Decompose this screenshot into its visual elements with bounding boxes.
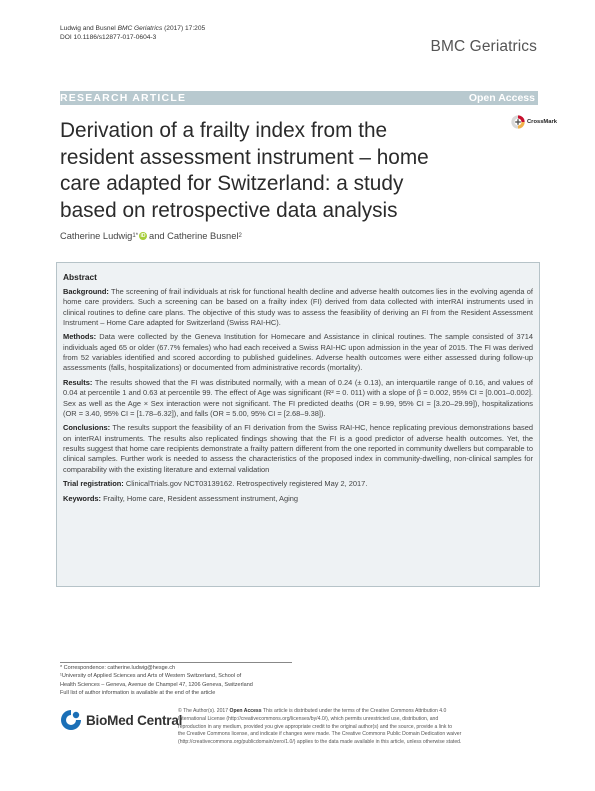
footnotes xyxy=(60,664,253,697)
abstract-heading: Abstract xyxy=(63,272,97,282)
orcid-icon[interactable]: iD xyxy=(140,233,146,239)
license-line[interactable]: International License (http://creativecommons.org/licenses/by/4.0/), which permits unrestricted use, distribution, and xyxy=(178,715,439,722)
correspondence-email[interactable]: * Correspondence: catherine.ludwig@hesge.ch xyxy=(60,665,176,671)
affiliation-line: ¹University of Applied Sciences and Arts of Western Switzerland, School of xyxy=(60,673,242,680)
crossmark-badge[interactable] xyxy=(511,115,557,129)
license-line: reproduction in any medium, provided you give appropriate credit to the original author(s) and the source, provide a link to xyxy=(178,723,453,730)
footnote-divider xyxy=(60,662,292,663)
crossmark-icon xyxy=(511,115,525,129)
publisher-logo[interactable] xyxy=(60,709,182,731)
license-line: © The Author(s). 2017 Open Access This article is distributed under the terms of the Creative Commons Attribution 4.0 xyxy=(178,708,447,714)
author-info-note: Full list of author information is available at the end of the article xyxy=(60,689,216,696)
title-line: care adapted for Switzerland: a study xyxy=(60,172,404,196)
author-list xyxy=(60,231,242,241)
citation-line: Ludwig and Busnel BMC Geriatrics (2017) 17:205 xyxy=(60,25,206,32)
abstract-background: Background: The screening of frail individuals at risk for functional health decline and adverse health outcomes lies in the evolving agenda of home care providers. Such a screening can be based on a frailty index (FI) derived from data collected with interRAI instruments used in clinical routines to define care plans. The objective of this study was to assess the feasibility of deriving an FI from the Resident Assessment Instrument – Home Care adapted for Switzerland (Swiss RAI-HC). xyxy=(63,287,533,327)
abstract-methods: Methods: Data were collected by the Geneva Institution for Homecare and Assistance in clinical routines. The sample consisted of 3714 individuals aged 65 or older (67.7% females) who had each received a Swiss RAI-HC upon admission in the year of 2015. The FI was derived from 52 variables identified and scored according to published guidelines. Adverse health outcomes were either assessed during follow-up assessments (falls, hospitalizations) or documented from administrative records (mortality). xyxy=(63,332,533,373)
doi[interactable]: DOI 10.1186/s12877-017-0604-3 xyxy=(60,34,157,41)
license-line: the Creative Commons license, and indicate if changes were made. The Creative Commons Public Domain Dedication waiver xyxy=(178,731,462,738)
author-name[interactable]: Catherine Ludwig xyxy=(60,231,133,241)
article-title xyxy=(60,118,480,224)
abstract-results: Results: The results showed that the FI was distributed normally, with a mean of 0.24 (± 0.13), an interquartile range of 0.16, and values of 0.04 at percentile 1 and 0.63 at percentile 99. The effect of Age was significant (R² = 0. 011) with a slope of β = 0.002, 95% CI = [0.001–0.002]. Sex as well as the Age × Sex interaction were not significant. The FI predicted deaths (OR = 9.99, 95% CI = [3.20–29.99]), hospitalizations (OR = 3.40, 95% CI = [1.78–6.32]), and falls (OR = 5.00, 95% CI = [2.68–9.38]). xyxy=(63,377,533,418)
crossmark-label: CrossMark xyxy=(527,119,557,125)
abstract-trial-registration: Trial registration: ClinicalTrials.gov NCT03139162. Retrospectively registered May 2, 2017. xyxy=(63,479,368,489)
author-affiliation-sup: 2 xyxy=(238,233,242,239)
running-header xyxy=(60,24,205,42)
title-line: Derivation of a frailty index from the xyxy=(60,119,388,142)
journal-name: BMC Geriatrics xyxy=(430,38,537,55)
publisher-name: BioMed Central xyxy=(86,712,183,728)
author-affiliation-sup: 1* xyxy=(132,233,139,239)
article-type-banner xyxy=(60,91,538,105)
affiliation-line: Health Sciences – Geneva, Avenue de Champel 47, 1206 Geneva, Switzerland xyxy=(60,681,253,688)
biomed-central-logo-icon xyxy=(60,709,82,731)
title-line: based on retrospective data analysis xyxy=(60,198,398,222)
open-access-label: Open Access xyxy=(468,92,535,104)
license-line[interactable]: (http://creativecommons.org/publicdomain/zero/1.0/) applies to the data made available in this article, unless otherwise stated. xyxy=(178,739,462,746)
title-line: resident assessment instrument – home xyxy=(60,145,429,169)
abstract-conclusions: Conclusions: The results support the feasibility of an FI derivation from the Swiss RAI-HC, hence replicating previous demonstrations based on interRAI instruments. The results also replicated findings showing that the FI is a good predictor of adverse health outcomes. Yet, the results suggest that home care recipients demonstrate a frailty pattern different from the one reported in community dwellers but comparable to clinical samples. Further work is needed to assess the characteristics of the proposed index in community-dwelling, non-clinical samples for comparability with the existing literature and external validation xyxy=(63,423,533,474)
article-type-label: RESEARCH ARTICLE xyxy=(60,92,187,104)
license-text xyxy=(178,708,540,747)
abstract-box xyxy=(56,262,540,587)
abstract-keywords: Keywords: Frailty, Home care, Resident assessment instrument, Aging xyxy=(63,493,299,503)
author-name[interactable]: and Catherine Busnel xyxy=(149,231,239,241)
